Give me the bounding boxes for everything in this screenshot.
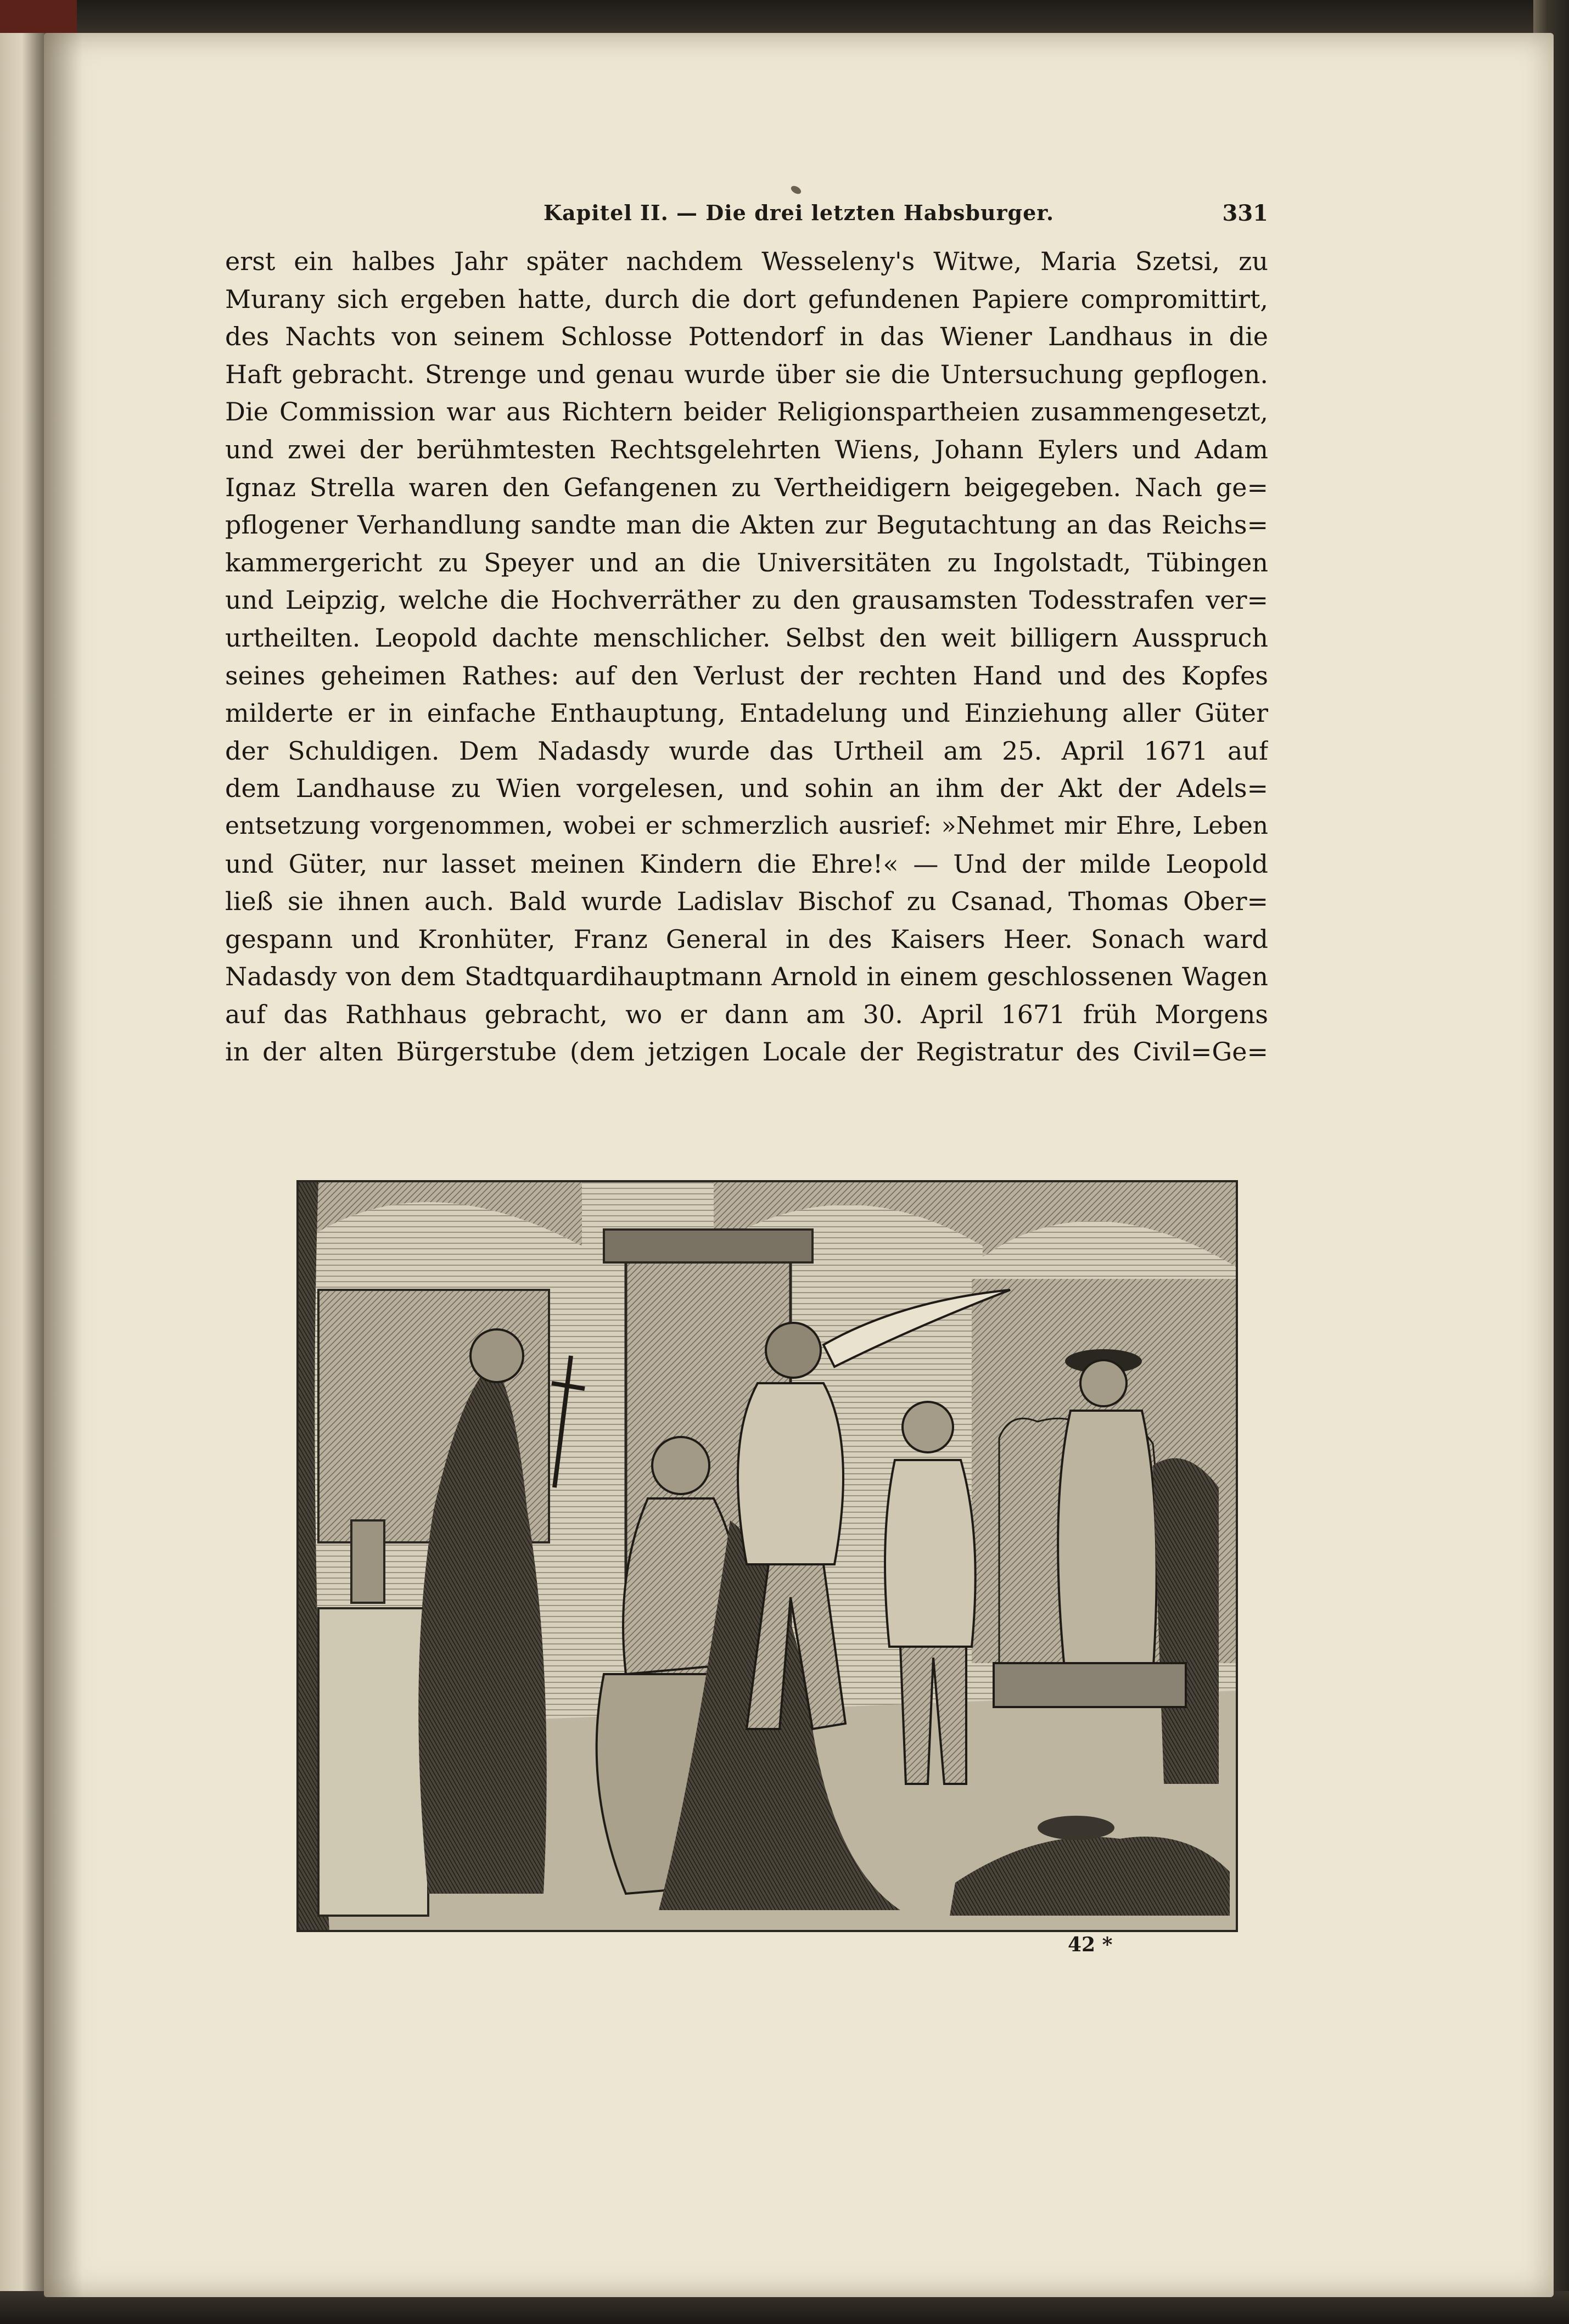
execution-engraving: [296, 1180, 1238, 1932]
text-line: seines geheimen Rathes: auf den Verlust der rechten Hand und des Kopfes: [225, 660, 1268, 691]
text-line: und Güter, nur lasset meinen Kindern die Ehre!« — Und der milde Leopold: [225, 849, 1268, 879]
text-line: gespann und Kronhüter, Franz General in des Kaisers Heer. Sonach ward: [225, 924, 1268, 954]
text-line: und zwei der berühmtesten Rechtsgelehrten Wiens, Johann Eylers und Adam: [225, 434, 1268, 464]
signature-mark: 42 *: [1068, 1933, 1113, 1956]
text-line: kammergericht zu Speyer und an die Universitäten zu Ingolstadt, Tübingen: [225, 547, 1268, 577]
text-line: pflogener Verhandlung sandte man die Akten zur Begutachtung an das Reichs=: [225, 510, 1268, 540]
text-line: Ignaz Strella waren den Gefangenen zu Vertheidigern beigegeben. Nach ge=: [225, 472, 1268, 502]
text-line: urtheilten. Leopold dachte menschlicher. Selbst den weit billigern Ausspruch: [225, 622, 1268, 653]
chapter-title: Kapitel II. — Die drei letzten Habsburger.: [543, 200, 1055, 225]
page-number: 331: [1222, 200, 1268, 226]
text-line: und Leipzig, welche die Hochverräther zu den grausamsten Todesstrafen ver=: [225, 585, 1268, 615]
text-line: erst ein halbes Jahr später nachdem Wesseleny's Witwe, Maria Szetsi, zu: [225, 246, 1268, 276]
text-line: entsetzung vorgenommen, wobei er schmerzlich ausrief: »Nehmet mir Ehre, Leben: [225, 811, 1268, 840]
text-line: der Schuldigen. Dem Nadasdy wurde das Urtheil am 25. April 1671 auf: [225, 736, 1268, 766]
text-line: in der alten Bürgerstube (dem jetzigen Locale der Registratur des Civil=Ge=: [225, 1037, 1268, 1067]
text-line: Haft gebracht. Strenge und genau wurde über sie die Untersuchung gepflogen.: [225, 359, 1268, 389]
body-text: [225, 243, 1268, 1071]
text-line: Nadasdy von dem Stadtquardihauptmann Arnold in einem geschlossenen Wagen: [225, 962, 1268, 992]
text-line: milderte er in einfache Enthauptung, Entadelung und Einziehung aller Güter: [225, 698, 1268, 728]
text-line: auf das Rathhaus gebracht, wo er dann am 30. April 1671 früh Morgens: [225, 999, 1268, 1029]
text-line: Die Commission war aus Richtern beider Religionspartheien zusammengesetzt,: [225, 397, 1268, 427]
gutter-shadow: [44, 33, 82, 2297]
text-line: des Nachts von seinem Schlosse Pottendorf in das Wiener Landhaus in die: [225, 322, 1268, 352]
text-line: ließ sie ihnen auch. Bald wurde Ladislav Bischof zu Csanad, Thomas Ober=: [225, 886, 1268, 917]
text-line: Murany sich ergeben hatte, durch die dort gefundenen Papiere compromittirt,: [225, 284, 1268, 314]
text-line: dem Landhause zu Wien vorgelesen, und sohin an ihm der Akt der Adels=: [225, 773, 1268, 804]
binding-ribbon: [0, 0, 77, 33]
running-header: [225, 200, 1268, 239]
